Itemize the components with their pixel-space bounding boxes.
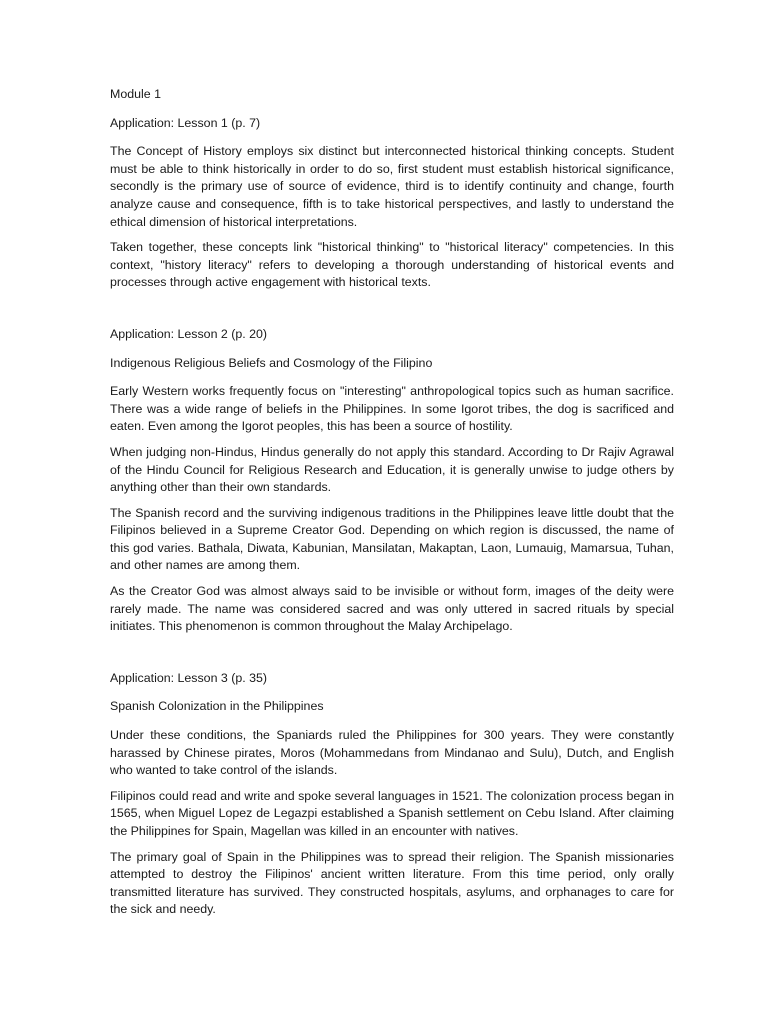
lesson-2-paragraph: Early Western works frequently focus on "interesting" anthropological topics such as human sacrifice. There was a wide range of beliefs in the Philippines. In some Igorot tribes, the dog is sacrificed and eaten. Even among the Igorot peoples, this has been a source of hostility. — [110, 384, 674, 434]
lesson-3-paragraph: The primary goal of Spain in the Philippines was to spread their religion. The Spanish missionaries attempted to destroy the Filipinos' ancient written literature. From this time period, only orally transmitted literature has survived. They constructed hospitals, asylums, and orphanages to care for the sick and needy. — [110, 849, 674, 917]
lesson-3-paragraph: Filipinos could read and write and spoke several languages in 1521. The colonization process began in 1565, when Miguel Lopez de Legazpi established a Spanish settlement on Cebu Island. After claiming the Philippines for Spain, Magellan was killed in an encounter with natives. — [110, 788, 674, 838]
lesson-3-paragraph: Under these conditions, the Spaniards ruled the Philippines for 300 years. They were constantly harassed by Chinese pirates, Moros (Mohammedans from Mindanao and Sulu), Dutch, and English who wanted to take control of the islands. — [110, 728, 674, 778]
lesson-3-section — [110, 670, 674, 919]
document-page — [110, 86, 674, 927]
module-title: Module 1 — [110, 87, 161, 101]
lesson-2-paragraph: As the Creator God was almost always said to be invisible or without form, images of the deity were rarely made. The name was considered sacred and was only uttered in sacred rituals by special initiates. This phenomenon is common throughout the Malay Archipelago. — [110, 584, 674, 634]
lesson-2-heading: Application: Lesson 2 (p. 20) — [110, 326, 268, 341]
lesson-2-subheading: Indigenous Religious Beliefs and Cosmology of the Filipino — [110, 355, 433, 370]
lesson-2-paragraph: The Spanish record and the surviving indigenous traditions in the Philippines leave little doubt that the Filipinos believed in a Supreme Creator God. Depending on which region is discussed, the name of this god varies. Bathala, Diwata, Kabunian, Mansilatan, Makaptan, Laon, Lumauig, Mamarsua, Tuhan, and other names are among them. — [110, 505, 674, 573]
section-spacer — [110, 644, 674, 670]
lesson-1-paragraph: The Concept of History employs six distinct but interconnected historical thinking concepts. Student must be able to think historically in order to do so, first student must establish historical significance, secondly is the primary use of source of evidence, third is to identify continuity and change, fourth analyze cause and consequence, fifth is to take historical perspectives, and lastly to understand the ethical dimension of historical interpretations. — [110, 144, 674, 229]
lesson-3-subheading: Spanish Colonization in the Philippines — [110, 699, 324, 714]
lesson-1-heading: Application: Lesson 1 (p. 7) — [110, 115, 261, 130]
lesson-3-heading: Application: Lesson 3 (p. 35) — [110, 670, 268, 685]
lesson-2-paragraph: When judging non-Hindus, Hindus generally do not apply this standard. According to Dr Rajiv Agrawal of the Hindu Council for Religious Research and Education, it is generally unwise to judge others by anything other than their own standards. — [110, 444, 674, 495]
section-spacer — [110, 300, 674, 326]
lesson-1-section — [110, 115, 674, 292]
lesson-2-section — [110, 326, 674, 636]
lesson-1-paragraph: Taken together, these concepts link "historical thinking" to "historical literacy" competencies. In this context, "history literacy" refers to developing a thorough understanding of historical events and processes through active engagement with historical texts. — [110, 240, 674, 290]
